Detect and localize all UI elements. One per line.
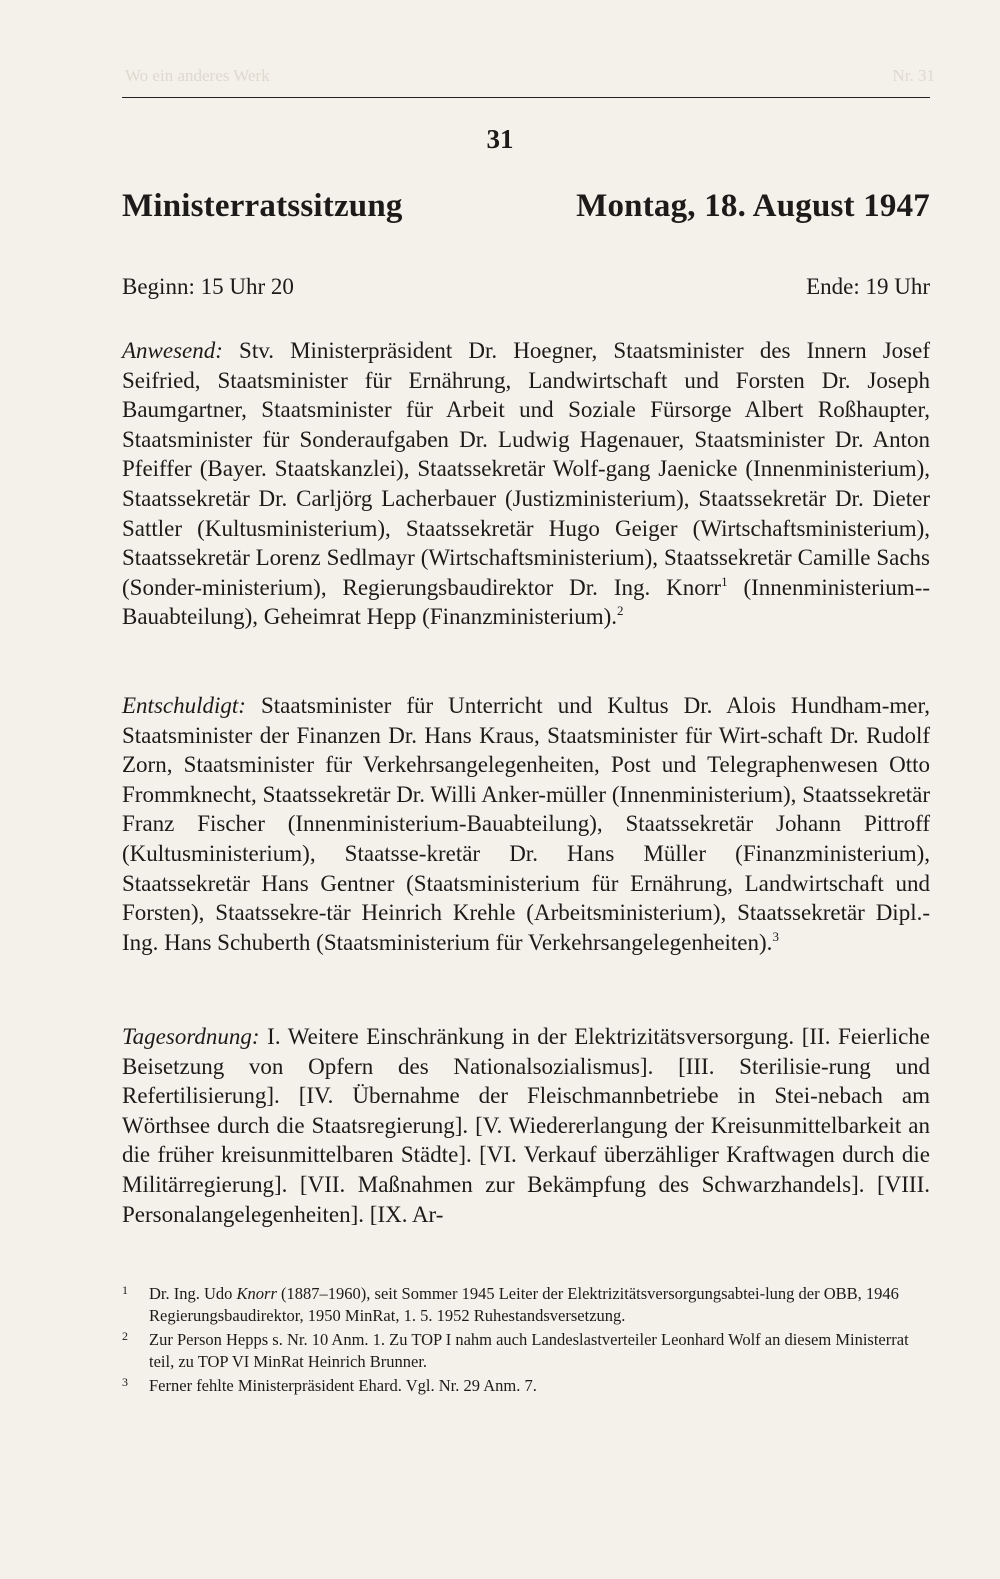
footnote-mark: 2 [122,1329,128,1343]
excused-text: Staatsminister für Unterricht und Kultus Dr. Alois Hundham-mer, Staatsminister der Finanzen Dr. Hans Kraus, Staatsminister für Wirt-schaft Dr. Rudolf Zorn, Staatsminister für Verkehrsangelegenheiten, Post und Telegraphenwesen Otto Frommknecht, Staatssekretär Dr. Willi Anker-müller (Innenministerium), Staatssekretär Franz Fischer (Innenministerium-Bauabteilung), Staatssekretär Johann Pittroff (Kultusministerium), Staatsse-kretär Dr. Hans Müller (Finanzministerium), Staatssekretär Hans Gentner (Staatsministerium für Ernährung, Landwirtschaft und Forsten), Staatssekre-tär Heinrich Krehle (Arbeitsministerium), Staatssekretär Dipl.-Ing. Hans Schuberth (Staatsministerium für Verkehrsangelegenheiten). [122,693,930,955]
footnote-text: Zur Person Hepps s. Nr. 10 Anm. 1. Zu TOP I nahm auch Landeslastverteiler Leonhard Wolf an diesem Ministerrat teil, zu TOP VI MinRat Heinrich Brunner. [149,1330,909,1371]
footnote-text: Dr. Ing. Udo [149,1284,237,1303]
bleed-right-text: Nr. 31 [892,66,935,85]
document-number: 31 [486,124,514,154]
time-row [122,274,930,300]
present-label: Anwesend: [122,338,223,363]
agenda-paragraph [122,1022,930,1229]
end-time: Ende: 19 Uhr [806,274,930,299]
footnote-ref-2[interactable]: 2 [617,603,624,619]
footnote-ref-3[interactable]: 3 [772,928,779,944]
footnote-mark: 1 [122,1283,128,1297]
excused-paragraph [122,691,930,957]
footnote-3 [122,1375,930,1397]
agenda-text: I. Weitere Einschränkung in der Elektrizitätsversorgung. [II. Feierliche Beisetzung von Opfern des Nationalsozialismus]. [III. Sterilisie-rung und Refertilisierung]. [IV. Übernahme der Fleischmannbetriebe in Stei-nebach am Wörthsee durch die Staatsregierung]. [V. Wiedererlangung der Kreisunmittelbarkeit an die früher kreisunmittelbaren Städte]. [VI. Verkauf überzähliger Kraftwagen durch die Militärregierung]. [VII. Maßnahmen zur Bekämpfung des Schwarzhandels]. [VIII. Personalangelegenheiten]. [IX. Ar- [122,1024,930,1227]
start-time: Beginn: 15 Uhr 20 [122,274,294,299]
present-text-2: (Innenministerium-Bauabteilung), Geheimrat Hepp (Finanzministerium). [122,574,930,630]
footnote-text: Ferner fehlte Ministerpräsident Ehard. Vgl. Nr. 29 Anm. 7. [149,1376,537,1395]
bleed-through-header [125,66,935,86]
footnote-person-name: Knorr [236,1284,277,1303]
session-title: Ministerratssitzung [122,188,403,224]
present-paragraph [122,336,930,632]
footnote-ref-1[interactable]: 1 [721,573,728,589]
session-date: Montag, 18. August 1947 [576,188,930,224]
footnote-2 [122,1329,930,1373]
title-row [122,188,930,225]
footnote-1 [122,1283,930,1327]
header-rule [122,97,930,98]
excused-label: Entschuldigt: [122,693,246,718]
present-text-1: Stv. Ministerpräsident Dr. Hoegner, Staatsminister des Innern Josef Seifried, Staatsminister für Ernährung, Landwirtschaft und Forsten Dr. Joseph Baumgartner, Staatsminister für Arbeit und Soziale Fürsorge Albert Roßhaupter, Staatsminister für Sonderaufgaben Dr. Ludwig Hagenauer, Staatsminister Dr. Anton Pfeiffer (Bayer. Staatskanzlei), Staatssekretär Wolf-gang Jaenicke (Innenministerium), Staatssekretär Dr. Carljörg Lacherbauer (Justizministerium), Staatssekretär Dr. Dieter Sattler (Kultusministerium), Staatssekretär Hugo Geiger (Wirtschaftsministerium), Staatssekretär Lorenz Sedlmayr (Wirtschaftsministerium), Staatssekretär Camille Sachs (Sonder-ministerium), Regierungsbaudirektor Dr. Ing. Knorr [122,338,930,600]
footnote-text-cont: (1887–1960), seit Sommer 1945 Leiter der Elektrizitätsversorgungsabtei-lung der OBB, 1946 Regierungsbaudirektor, 1950 MinRat, 1. 5. 1952 Ruhestandsversetzung. [149,1284,899,1325]
footnote-mark: 3 [122,1375,128,1389]
agenda-label: Tagesordnung: [122,1024,260,1049]
bleed-left-text: Wo ein anderes Werk [125,66,270,85]
footnotes [122,1283,930,1399]
